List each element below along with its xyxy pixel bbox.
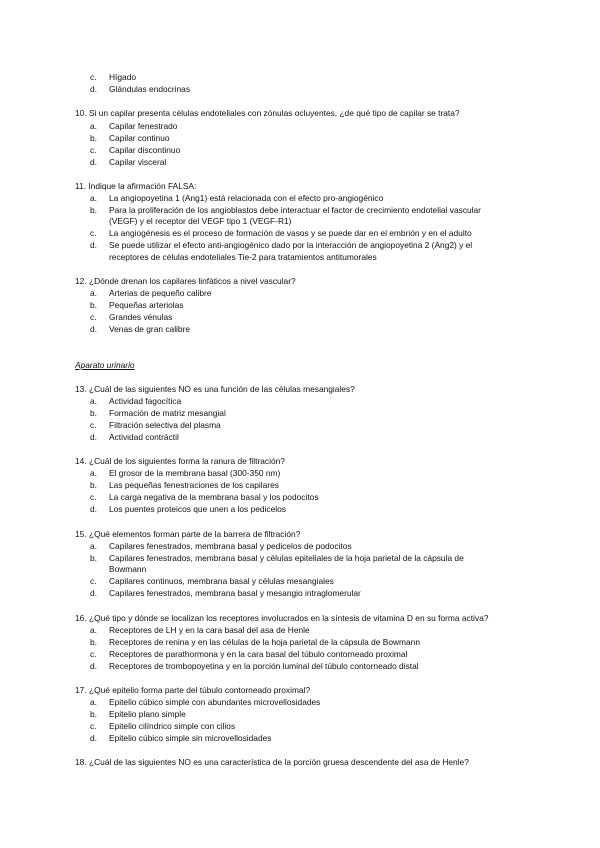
question-12: 12. ¿Dónde drenan los capilares linfáticos a nivel vascular? — [75, 276, 296, 286]
option-text: La angiopoyetina 1 (Ang1) está relacionada con el efecto pro-angiogénico — [109, 193, 384, 203]
question-10: 10. Si un capilar presenta células endoteliales con zónulas ocluyentes, ¿de qué tipo de capilar se trata? — [75, 108, 460, 118]
option-letter: c. — [90, 145, 97, 155]
option-letter: d. — [90, 504, 97, 514]
option-letter: c. — [90, 72, 97, 82]
option-text: Capilar discontinuo — [109, 145, 181, 155]
option-letter: a. — [90, 193, 97, 203]
option-letter: b. — [90, 637, 97, 647]
option-letter: a. — [90, 121, 97, 131]
option-text: Epitelio cilíndrico simple con cilios — [109, 721, 236, 731]
option-letter: d. — [90, 432, 97, 442]
option-text: Epitelio cúbico simple con abundantes microvellosidades — [109, 697, 321, 707]
option-text: Capilar continuo — [109, 133, 170, 143]
section-heading: Aparato urinario — [75, 360, 135, 370]
question-16: 16. ¿Qué tipo y dónde se localizan los receptores involucrados en la síntesis de vitamina D en su forma activa? — [75, 613, 489, 623]
option-letter: d. — [90, 733, 97, 743]
option-letter: c. — [90, 576, 97, 586]
option-letter: d. — [90, 240, 97, 250]
option-text: Capilares fenestrados, membrana basal y pedicelos de podocitos — [109, 541, 352, 551]
option-text: Formación de matriz mesangial — [109, 408, 226, 418]
option-letter: c. — [90, 492, 97, 502]
option-text: Pequeñas arteriolas — [109, 300, 184, 310]
option-letter: b. — [90, 709, 97, 719]
option-letter: c. — [90, 420, 97, 430]
option-letter: b. — [90, 553, 97, 563]
option-text: Para la proliferación de los angioblastos debe interactuar el factor de crecimiento endotelial vascular — [109, 205, 481, 215]
question-11: 11. Indique la afirmación FALSA: — [75, 181, 197, 191]
option-letter: a. — [90, 288, 97, 298]
option-letter: d. — [90, 661, 97, 671]
option-letter: a. — [90, 541, 97, 551]
option-text: Epitelio cúbico simple sin microvellosidades — [109, 733, 272, 743]
option-letter: c. — [90, 312, 97, 322]
option-letter: a. — [90, 468, 97, 478]
question-17: 17. ¿Qué epitelio forma parte del túbulo contorneado proximal? — [75, 685, 311, 695]
option-text: Receptores de parathormona y en la cara basal del túbulo contorneado proximal — [109, 649, 408, 659]
option-text: La carga negativa de la membrana basal y los podocitos — [109, 492, 319, 502]
option-text: Glándulas endocrinas — [109, 84, 191, 94]
option-text: Filtración selectiva del plasma — [109, 420, 221, 430]
option-text: Capilares fenestrados, membrana basal y células epiteliales de la hoja parietal de la cápsula de — [109, 553, 464, 563]
option-letter: b. — [90, 408, 97, 418]
option-text: Actividad fagocítica — [109, 396, 182, 406]
question-14: 14. ¿Cuál de los siguientes forma la ranura de filtración? — [75, 456, 285, 466]
option-letter: c. — [90, 228, 97, 238]
option-text: Las pequeñas fenestraciones de los capilares — [109, 480, 279, 490]
option-text: Receptores de renina y en las células de la hoja parietal de la cápsula de Bowmann — [109, 637, 420, 647]
option-text-continuation: Bowmann — [109, 564, 147, 574]
option-letter: b. — [90, 205, 97, 215]
option-text: La angiogénesis es el proceso de formación de vasos y se puede dar en el embrión y en el adulto — [109, 228, 472, 238]
option-letter: a. — [90, 396, 97, 406]
option-letter: b. — [90, 133, 97, 143]
option-letter: d. — [90, 84, 97, 94]
option-letter: d. — [90, 157, 97, 167]
question-18: 18. ¿Cuál de las siguientes NO es una característica de la porción gruesa descendente del asa de Henle? — [75, 757, 469, 767]
option-letter: a. — [90, 697, 97, 707]
option-text: Arterias de pequeño calibre — [109, 288, 212, 298]
option-letter: c. — [90, 721, 97, 731]
option-text: El grosor de la membrana basal (300-350 nm) — [109, 468, 281, 478]
option-letter: c. — [90, 649, 97, 659]
question-15: 15. ¿Qué elementos forman parte de la barrera de filtración? — [75, 529, 301, 539]
option-letter: a. — [90, 625, 97, 635]
option-text: Receptores de trombopoyetina y en la porción luminal del túbulo contorneado distal — [109, 661, 419, 671]
option-text: Receptores de LH y en la cara basal del asa de Henle — [109, 625, 310, 635]
option-letter: b. — [90, 300, 97, 310]
option-text: Capilares fenestrados, membrana basal y mesangio intraglomerular — [109, 588, 361, 598]
option-letter: d. — [90, 588, 97, 598]
option-text-continuation: (VEGF) y el receptor del VEGF tipo 1 (VEGF-R1) — [109, 216, 292, 226]
option-text: Grandes vénulas — [109, 312, 173, 322]
option-text: Venas de gran calibre — [109, 324, 191, 334]
option-text: Epitelio plano simple — [109, 709, 186, 719]
option-text: Actividad contráctil — [109, 432, 179, 442]
option-text: Se puede utilizar el efecto anti-angiogénico dado por la interacción de angiopoyetina 2 (Ang2) y el — [109, 240, 473, 250]
option-text: Los puentes proteicos que unen a los pedicelos — [109, 504, 286, 514]
option-text-continuation: receptores de células endoteliales Tie-2 para tratamientos antitumorales — [109, 252, 377, 262]
option-text: Capilares continuos, membrana basal y células mesangiales — [109, 576, 334, 586]
question-13: 13. ¿Cuál de las siguientes NO es una función de las células mesangiales? — [75, 384, 355, 394]
option-text: Hígado — [109, 72, 137, 82]
option-letter: b. — [90, 480, 97, 490]
option-letter: d. — [90, 324, 97, 334]
option-text: Capilar visceral — [109, 157, 167, 167]
option-text: Capilar fenestrado — [109, 121, 178, 131]
